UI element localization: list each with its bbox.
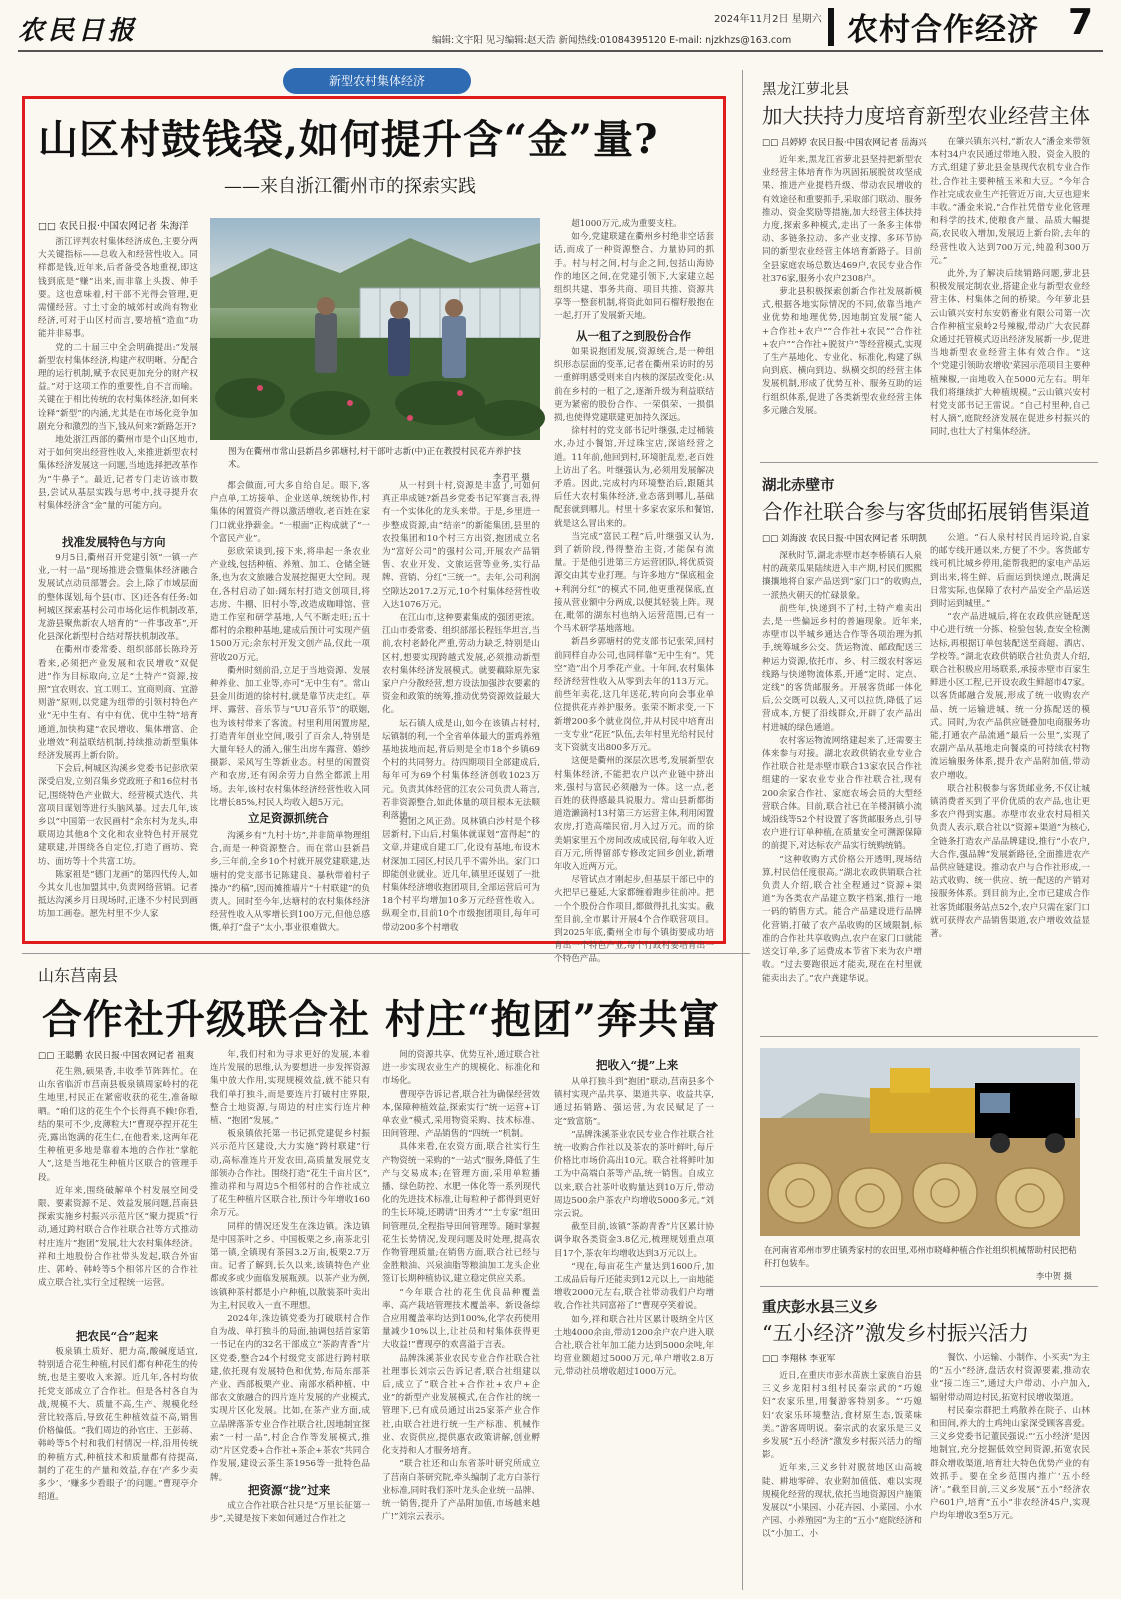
column-tag: 新型农村集体经济 [283,68,471,94]
paragraph: 徐村村的党支部书记叶继强,走过桶装水,办过小餐馆,开过珠宝店,深谙经营之道。11年前,他回到村,环境脏乱差,老百姓上访出了名。叶继强认为,必须用发展解决矛盾。因此,完成村内环境整治后,跟随其后任大农村集体经济,业态落到哪儿,基础配套就到哪儿。村里十多家农家乐和餐馆,就是这么冒出来的。 [554,426,714,529]
paragraph: 品牌洙溪茶业农民专业合作社联合社社理事长刘宗云告诉记者,联合社组建以后,成立了“联合社+合作社+农户+企业”的新型产业发展模式,在合作社的统一管理下,已有成员通过出25家茶产业合作社,由联合社进行统一生产标准、机械作业、农资供应,提供惠农政策讲解,创业孵化支持和人才服务培育。 [382,1353,540,1457]
paragraph: 近年来,黑龙江省萝北县坚持把新型农业经营主体培育作为巩固拓展脱贫攻坚成果、推进产业提档升级、带动农民增收的有效途径和重要抓手,采取部门联动、服务推动、资金奖励等措施,加大经营主体扶持力度,探索多种模式,走出了一条多主体带动、多链条拉动、多产业支撑、多环节协同的新型农业经营主体培育新路子。目前全县家庭农场总数达469户,农民专业合作社376家,服务小农户2308户。 [762,155,922,284]
paragraph: 从单打独斗到“抱团”联动,莒南县多个镇村实现产品共享、渠道共享、收益共享,通过拓销路、强运营,为农民赋足了一定“致富筋”。 [554,1077,714,1127]
hubei-col1 [762,550,922,1030]
chongqing-byline: □□ 李翔林 李亚军 [762,1354,836,1364]
paragraph: 都会做面,可大多自给自足。眼下,客户点单,工坊接单、企业送单,统统协作,村集体的闲置资产得以激活增收,老百姓在家门口就业挣薪金。“一根面”正构成就了“一个富民产业”。 [210,481,370,544]
paragraph: 间的资源共享、优势互补,通过联合社进一步实现农业生产的规模化、标准化和市场化。 [382,1050,540,1087]
editor-contacts: 编辑:文宇阳 见习编辑:赵天浩 新闻热线:01084395120 E-mail: njzkhzs@163.com [432,35,792,46]
paragraph: 年,我们村和为寻求更好的发展,本着连片发展的思维,认为要想进一步发挥资源集中放大作用,实现规模效益,就不能只有我们单打独斗,而是要连片打破村庄界限,整合土地资源,与周边的村庄实行连片种植、“抱团”发展。” [210,1050,370,1127]
hlj-divider [760,462,1098,463]
paragraph: 下会后,柯城区沟溪乡党委书记彭欣荣深受启发,立刻召集乡党政班子和16位村书记,围绕特色产业做大、经营模式迭代、共富项目谋划等进行头脑风暴。过去几年,该乡以“中国第一农民画村”余东村为龙头,串联周边其他8个文化和农业特色村开展党建联建,并围绕各自定位,打造了画坊、瓷坊、面坊等十个共富工坊。 [38,764,198,867]
paragraph: 此外,为了解决后续销路问题,萝北县积极发展定制农业,搭建企业与新型农业经营主体、村集体之间的桥梁。今年萝北县云山镇兴安村东安奶畜业有限公司第一次合作种植宝泉岭2号辣椒,带动广大农民群众通过托管模式迈出经济发展新一步,促进当地新型农业经营主体有效合作。“这个'党建引领助农增收'菜园示范项目主要种植辣椒,一亩地收入在5000元左右。明年我们将继续扩大种植规模。”云山镇兴安村村党支部书记王雷说。“自己村里种,自己村人摘”,庭院经济发展在促进乡村振兴的同时,也壮大了村集体经济。 [930,269,1090,438]
section-divider [828,8,834,46]
chongqing-top-rule [760,1286,1098,1287]
issue-date: 2024年11月2日 星期六 [714,14,822,25]
paragraph: 9月5日,衢州召开党建引领“一镇一产业,一村一品”现场推进会暨集体经济融合发展试点动员部署会。会上,除了市域层面的整体谋划,每个县(市、区)还各有任务:如柯城区探索基村公司市场化运作机制改革,龙游县聚焦新农人培育的“一件事改革”,开化县深化新型村合结对帮扶机制改革。 [38,553,198,643]
hay-bales-photo-illustration [760,1048,1080,1236]
paragraph: 尽管试点才刚起步,但基层干部已中的火把早已蔓延,大家都缠着跑步往前冲。把一个个股份合作项目,都做得扎扎实实。截至目前,全市累计开展4个合作联营项目。到2025年底,衢州全市每个镇街要成功培育出一个特色产业,每个行政村要培育出一个特色产品。 [554,875,714,965]
paragraph: 如今,祥和联合社片区累计吸纳全片区土地4000余亩,带动1200余户农户进入联合社,联合社年加工能力达到5000余吨,年均营业额超过5000万元,单户增收2.8万元,带动社员增收超过1000万元。 [554,1314,714,1378]
paragraph: 衢州时刻前沿,立足于当地资源、发展种养业、加工业等,亦可“无中生有”。常山县金川街道的徐村村,就是靠节庆走红。草坪、露营、音乐节与“UU音乐节”的联姻,也为该村带来了客流。村里利用闲置房屋,打造青年创业空间,吸引了百余人,特别是大量年轻人的涌入,催生出房车露营、婚纱摄影、采风写生等新业态。村里的闲置资产和农房,还有闲余劳力自然全都派上用场。去年,该村农村集体经济经营性收入同比增长85%,村民人均收入超5万元。 [210,665,370,808]
hlj-byline: □□ 吕婷婷 农民日报·中国农网记者 岳海兴 [762,138,927,148]
paragraph: 截至目前,该镇“茶韵青香”片区累计协调争取各类资金3.8亿元,梳理规划重点项目17个,茶农年均增收达到3万元以上。 [554,1222,714,1259]
shandong-col1-body: 板泉镇土质好、肥力高,酸碱度适宜,特别适合花生种植,村民们都有种花生的传统,也是主要收入来源。近几年,各村均依托党支部成立了合作社。但是各村各自为战,规模不大、质量不高,生产、规模化经营比较落后,导致花生种植效益不高,销售价格偏低。“我们周边的孙官庄、王彭蒋、韩岭等5个村和我们村情况一样,沿用传统的种植方式,种植技术和质量都有待提高,制约了花生的产量和效益,存在‘产多少卖多少’、‘赚多少看眼子’的问题。”曹现亭介绍道。 [38,1347,198,1503]
hubei-divider [760,1036,1098,1037]
harvest-caption-text: 在河南省邓州市罗庄镇秀家村的农田里,邓州市晓峰种植合作社组织机械帮助村民把秸秆打包装车。 [764,1245,1077,1268]
paragraph: 新昌乡郭塘村的党支部书记张荣,回村前同样自办公司,也同样靠“无中生有”。凭空“造”出个月季花产业。十年间,农村集体经济经营性收入从零到去年的113万元。前些年卖花,这几年送花,转向向会事业单位提供花卉养护服务。张荣不断求变,一下新增200多个就业岗位,并从村民中培育出一支专业“花匠”队伍,去年村里光给村民付支下资就支出800多万元。 [554,637,714,754]
hlj-col1 [762,154,922,454]
main-subhead-1: 找准发展特色与方向 [62,535,166,549]
hubei-byline: □□ 刘海波 农民日报·中国农网记者 乐明凯 [762,534,927,544]
main-subhead-4: 从一租了之到股份合作 [576,329,691,343]
paragraph: 曹现亭告诉记者,联合社为确保经营效本,保障种植效益,探索实行“统一运营+订单农业”模式,采用物资采购、技术标准、田间管理、产品销售的“四统一”机制。 [382,1089,540,1140]
shandong-kicker: 山东莒南县 [38,966,119,985]
paragraph: 联合社积极参与客货邮业务,不仅让城镇消费者买到了平价优质的农产品,也让更多农户得到实惠。赤壁市农业农村局相关负责人表示,联合社以“资源+渠道”为核心,全链条打造农产品品牌建设,推行“小农户,大合作,强品牌”发展新路径,全面推进农产品供应链建设。推动农户与合作社形成,一站式收购、统一供应、统一配送的产销对接服务体系。到目前为止,全市已建成合作社客货邮服务站点52个,农户只需在家门口就可获得农产品销售渠道,农户增收效益显著。 [930,783,1090,940]
paragraph: 当完成“富民工程”后,叶继强又认为,到了新阶段,得得整治主资,才能保有流量。于是他引进第三方运营团队,将优质资源交由其专业打理。与许多地方“保底租金+利润分红”的模式不同,他更重视保底,直接从营业额中分两成,以便其轻装上阵。现在,毗邻的湖东村也纳入运营范围,已有一个马术研学基地落地。 [554,531,714,635]
masthead [0,0,1121,52]
chongqing-headline: “五小经济”激发乡村振兴活力 [762,1321,1029,1345]
main-col4-body [554,218,714,322]
chongqing-kicker: 重庆彭水县三义乡 [762,1299,878,1316]
hlj-headline: 加大扶持力度培育新型农业经营主体 [762,104,1090,128]
main-col4-body2 [554,346,714,965]
main-photo [210,218,540,440]
paragraph: 在肇兴镇东兴村,“新农人”潘金来带领本村34户农民通过带地入股、资金入股的方式,组建了萝北县金垦现代农机专业合作社,合作社主要种植玉米和大豆。“今年合作社完成农业生产托管近万亩,大豆也迎来丰收。”潘金来说,“合作社凭借专业化管理和科学的技术,使粮食产量、品质大幅提高,农民收入增加,发展迈上新台阶,去年的经营性收入达到700万元,纯盈利300万元。” [930,137,1090,266]
greenhouse-photo-illustration [210,218,540,440]
paragraph: 餐饮、小运输、小制作、小买卖”为主的“五小”经济,盘活农村资源要素,推动农业“接二连三”,通过大户带动、小户加入,辐射带动周边村民,拓宽村民增收渠道。 [930,1353,1090,1403]
paragraph: “联合社还和山东省茶叶研究所成立了莒南白茶研究院,牵头编制了北方白茶行业标准,同时我们茶叶龙头企业统一品牌、统一销售,提升了产品附加值,市场越来越广!”刘宗云表示。 [382,1459,540,1523]
paragraph: “品牌洙溪茶业农民专业合作社联合社统一收购合作社以及茶农的茶叶鲜叶,每斤价格比市场价高出10元。联合社将鲜叶加工为中高端白茶等产品,统一销售。自成立以来,联合社茶叶收购量达到10万斤,带动周边500余户茶农户均增收5000多元。”刘宗云说。 [554,1129,714,1220]
shandong-subhead-1: 把农民“合”起来 [76,1329,159,1343]
paragraph: 近年来,三义乡针对脱贫地区山高坡陡、耕地零碎、农业附加值低、难以实现规模化经营的现状,依托当地资源因户施策发展以“小果园、小花卉园、小菜园、小水产园、小养殖园”为主的“五小”庭院经济和以“小加工、小 [762,1463,922,1540]
chongqing-col2 [930,1352,1090,1584]
paragraph: 在衢州市委常委、组织部部长陈玲芳看来,必须把产业发展和农民增收“双促进”作为目标取向,立足“土特产”资源,按照“宜农则农、宜工则工、宜商则商、宜游则游”原则,以党建为纽带的引领村特色产业“无中生有、有中有优、优中生特”培育通道,加快构建“农民增收、集体增富、企业增效”利益联结机制,持续推动新型集体经济发展再上新台阶。 [38,645,198,762]
section-title: 农村合作经济 [847,12,1039,48]
shandong-col2 [210,1049,370,1483]
paragraph: 超1000万元,成为重要支柱。 [571,219,682,229]
hlj-col2 [930,136,1090,454]
paragraph: 板泉镇依托第一书记抓党建促乡村振兴示范片区建设,大力实施“跨村联建”行动,高标准连片开发农田,高质量发展党支部领办合作社。围绕打造“花生千亩片区”,推动祥和与周边5个相邻村的合作社成立了花生种植片区联合社,预计今年增收160余万元。 [210,1129,370,1219]
paragraph: 陈家祖是“德门龙画”的第四代传人,如今其女儿也加盟其中,负责网络营销。记者抵达沟溪乡月日现场时,正逢不少村民到画坊加工画卷。愿先村里不少人家 [38,869,198,920]
main-col2-body2: 沟溪乡有“九村十坊”,并非简单物理组合,而是一种资源整合。而在常山县新昌乡,三年前,全乡10个村就开展党建联建,达塘村的党支部书记陈建良、暴秋带着村子操办“约稿”,因而摊推墙片“十村联建”的负责人。回时至今年,达塘村的农村集体经济经营性收入从零增长到100万元,但他总感慨,单打“盘子”太小,事业很难做大。 [210,831,370,934]
main-headline: 山区村鼓钱袋,如何提升含“金”量? [38,116,659,163]
column-rule [742,70,743,1590]
hubei-headline: 合作社联合参与客货邮拓展销售渠道 [762,500,1090,524]
paragraph: 坛石镇人成是山,如今在该镇占村村,坛镇制的利,一个全省单体最大的蛋鸡养殖基地拔地而起,背后则是全市18个乡镇69个村的共同努力。待四期项目全部建成后,每年可为69个村集体经济创收1023万元。负责其体经营的江农公司负责人蒋言,若非资源整合,如此体量的项目根本无法顺利落地。 [382,718,540,822]
main-col1-body [38,552,198,934]
photo-credit: 李君平 摄 [492,473,530,483]
hlj-kicker: 黑龙江萝北县 [762,82,849,98]
main-subheadline: ——来自浙江衢州市的探索实践 [224,176,476,197]
paragraph: “现在,每亩花生产量达到1600斤,加工成品后每斤还能卖到12元以上,一亩地能增收2000元左右,联合社带动我们户均增收,合作社共同富裕了!”曹现亭笑着说。 [554,1261,714,1312]
paragraph: 深秋时节,湖北赤壁市赵李桥镇石人泉村的蔬菜瓜果陆续进入丰产期,村民们熙熙攘攘地将自家产品送到“家门口”的收购点,一派热火朝天的忙碌景象。 [762,551,922,601]
paragraph: 彭欣荣谈到,接下来,将串起一条农业产业线,包括种植、养殖、加工、仓储全链条,也为农文旅融合发展挖掘更大空间。现在,各村启动了如:阔东村打造文创项目,将志房、牛棚、旧村小等,改造成咖啡馆、营造工作室和研学基地,人气不断走旺;五十都村的余粮种基地,建成后预计可实现产值1500万元;余东村开发文创产品,仅此一项营收20万元。 [210,547,370,663]
masthead-rule [18,50,1103,52]
paragraph: 具体来看,在农资方面,联合社实行生产物资统一采购的“一站式”服务,降低了生产与交易成本;在管理方面,采用单粒播播、绿色防控、水肥一体化等一系列现代化的先进技术标准,让每粒种子都得到更好的生长环境,还聘请“田秀才”“土专家”组田间管理员,全程指导田间管理等。随时掌握花生长势情况,发现问题及时处理,提高农作物管理质量;在销售方面,联合社已经与金胜粮油、兴泉油脂等粮油加工龙头企业签订长期种植协议,建立稳定供应关系。 [382,1142,540,1285]
paragraph: 农村客运物流网络建起来了,还需要主体来参与对接。湖北农政供销农业专业合作社联合社是赤壁市联合13家农民合作社组建的一家农业专业合作社联合社,现有200余家合作社、家庭农场会员的大型经营联合体。目前,联合社已在羊楼洞镇小流域沿线等52个村设置了客货邮服务点,引导农户进行订单种植,在质量安全可溯源保障的前提下,对达标农产品实行统购统销。 [762,735,922,852]
paragraph: 2024年,洙边镇党委为打破联村合作自为战、单打独斗的局面,抽调包括首家第一书记在内的32名干部成立“茶韵青香”片区党委,整合24个村级党支部进行跨村联建,依托现有发展特色和优势,布局东部茶产业、西部板栗产业、南部水稻种植、中部农文旅融合的四片连片发展的产业模式,实现片区化发展。比如,在茶产业方面,成立品牌落茶专业合作社联合社,因地制宜探索“一村一品”,村企合作等发展模式,推动“片区党委+合作社+茶企+茶农”共同合作发展,建设云茶生茶1956等一批特色品牌。 [210,1314,370,1483]
chongqing-col1 [762,1370,922,1584]
paragraph: 萝北县积极探索创新合作社发展新模式,根据各地实际情况的不同,依靠当地产业优势和地理优势,因地制宜发展“能人+合作社+农户”“合作社+农民”“合作社+农户”“合作社+脱贫户”等经营模式,实现了生产基地化、专业化、标准化,构建了纵向到底、横向到边、纵横交织的经营主体发展机制,形成了优势互补、服务互助的运行组织体系,促进了各类新型农业经营主体多元融合发展。 [762,287,922,416]
shandong-top-rule [22,953,750,954]
paragraph: 这便是衢州的深层次思考,发展新型农村集体经济,不能把农户以产业链中挤出来,强村与富民必须融为一体。这一点,老百姓的获得感最具说服力。常山县新都街道造濑滴村13村第三方运营主体,利用闲置农房,打造高端民宿,月入过万元。而的徐美娟家里五个房间改成成民宿,每年收入近百万元,所得留部专修改定回乡创业,新增年收入近两万元。 [554,756,714,872]
harvest-photo [760,1048,1080,1236]
shandong-col2-body: 成立合作社联合社只是“万里长征第一步”,关键是按下来如何通过合作社之 [210,1501,370,1525]
harvest-photo-credit: 李中贺 摄 [1035,1271,1072,1281]
paragraph: 在江山市,这种要素集成的强团更浓。江山市委常委、组织部部长程钰华坦言,当前,农村老龄化严重,劳动力缺乏,特别是山区村,想要实现跨越式发展,必须推动新型农村集体经济发展模式。就要藕除原先家家户户分散经营,想方设法加强涉农要素的资金和政策的统筹,推动优势资源效益最大化。 [382,613,540,716]
paragraph: 地处浙江西部的衢州市是个山区地市,对于如何突出经营性收入,来推进新型农村集体经济发展这一问题,当地选择把改革作为“牛鼻子”。最近,记者专门走访该市数县,尝试从基层实践与思考中,找寻提升农村集体经济含“金”量的可能方向。 [38,435,198,512]
paragraph: “这种收购方式价格公开透明,现场结算,村民信任度很高。”湖北农政供销联合社负责人介绍,联合社全程通过“资源+渠道”为各类农产品建立数字档案,推行一地一码的销售方式。能合产品建设进行品牌化营销,打破了农产品收购的区域限制,标准的合作社共享收购点,农户在家门口就能送交订单,多了运费成本节省下来为农户增收。“过去要跑很远才能卖,现在在村里就能卖出去了。”农户龚建华说。 [762,854,922,984]
main-col2-body [210,480,370,808]
paragraph: 如今,党建联建在衢州乡村绝非空话套话,而成了一种资源整合、力量协同的抓手。村与村之间,村与企之间,包括山海协作的地区之间,在党建引领下,大家建立起组织共建、事务共商、项目共推、资源共享等一整套机制,将资此如同石榴籽般抱在一起,打开了发展新天地。 [554,232,714,322]
main-col1-intro [38,236,198,526]
paragraph: 近年来,围绕破解单个村发展空间受限、要素资源不足、效益发展问题,莒南县探索实施乡村振兴示范片区“聚力提质”行动,通过跨村联合合作社联合社等方式推动村庄连片“抱团”发展,壮大农村集体经济。祥和土地股份合作社带头发起,联合外宙庄、郭岭、韩岭等5个相邻片区的合作社成立联合社,实行全过程统一运营。 [38,1185,198,1289]
paragraph: “今年联合社的花生优良品种覆盖率、高产栽培管理技术覆盖率、新设备综合应用覆盖率均达到100%,化学农药使用量减少10%以上,让社员和村集体获得更大收益!”曹现亭的欢喜溢于言表。 [382,1287,540,1351]
shandong-subhead-2: 把资源“拢”过来 [248,1483,331,1497]
paragraph: 村民秦宗群把土鸡散养在院子、山林和田间,养大的土鸡纯山家深受顾客喜爱。三义乡党委书记董民强说:“‘五小经济’是因地制宜,充分挖掘低效空间资源,拓宽农民群众增收渠道,培育壮大特色优势产业的有效抓手。要在全乡范围内推广‘五小经济’。”截至目前,三义乡发展“五小”经济农户601户,培育“五小”非农经济45户,实现户均年增收3至5万元。 [930,1405,1090,1522]
shandong-col4 [554,1076,714,1586]
paragraph: 近日,在重庆市彭水苗族土家族自治县三义乡龙阳村3组村民秦宗武的“巧媳妇”农家乐里,用餐游客特别多。“‘巧媳妇’农家乐环境整洁,食材原生态,饭菜味美。”游客周明说。秦宗武的农家乐是三义乡发展“五小经济”激发乡村振兴活力的缩影。 [762,1371,922,1461]
paragraph: 花生熟,硕果香,丰收季节阵阵忙。在山东省临沂市莒南县板泉镇周家岭村的花生地里,村民正在紧密收获的花生,准备晾晒。“咱们这的花生个个长得真不赖!你看,结的果可不少,皮薄粒大!”曹现亭捏开花生壳,露出饱满的花生仁,在他看来,这两年花生种植更多地是靠着本地的合作社“掌舵人”,这是当地花生种植片区联合的管理手段。 [38,1067,198,1183]
shandong-col1 [38,1066,198,1322]
hubei-col2 [930,532,1090,1030]
paragraph: 前些年,快递到不了村,土特产难卖出去,是一些偏远乡村的普遍现象。近年来,赤壁市以半城乡通达合作等各项治理为抓手,统筹城乡公交、货运物流、邮政配送三种运力资源,依托市、乡、村三级农村客运线路与快递物流体系,开通“定时、定点、定线”的客货邮服务。开展客货邮一体化后,公交既可以载人,又可以拉货,降低了运营成本,方便了沿线群众,开辟了农产品出村进城的绿色通道。 [762,603,922,733]
paragraph: 公道。“石人泉村村民肖运玲说,自家的邮专线开通以来,方便了不少。客货邮专线可机比城乡停用,能帮我把的家电产品运到出来,将生鲜、后面运到快递点,既满足日常实际,也保障了农村产品安全产品运送到时运到城里。” [930,533,1090,610]
main-subhead-2: 立足资源抓统合 [248,811,329,825]
shandong-col3 [382,1049,540,1586]
paragraph: 同样的情况还发生在洙边镇。洙边镇是中国茶叶之乡、中国板栗之乡,南茶北引第一镇,全镇现有茶园3.2万亩,板栗2.7万亩。记者了解到,长久以来,该镇特色产业都或多或少面临发展瓶颈。以茶产业为例,该镇种茶村都是小户种植,以散装茶叶卖出为主,村民收入一直不理想。 [210,1221,370,1311]
newspaper-logo: 农民日报 [18,16,139,46]
main-byline: □□ 农民日报·中国农网记者 朱海洋 [38,221,189,232]
photo-caption-text: 图为在衢州市常山县新昌乡郭塘村,村干部叶志新(中)正在教授村民花卉养护技术。 [228,447,522,470]
paragraph: 浙江评判农村集体经济成色,主要分两大关键指标——总收入和经营性收入。同样都是钱,近年来,后者备受各地重视,即这钱到底是“赚”出来,而非靠上头拨、伸手要。这也意味着,村干部不光得会管理,更需懂经营。寸土寸金的城郊村或尚有物业经济,可对于山区村而言,要培植“造血”功能并非易事。 [38,237,198,340]
paragraph: 党的二十届三中全会明确提出:“发展新型农村集体经济,构建产权明晰、分配合理的运行机制,赋予农民更加充分的财产权益。”对于这项工作的重要性,自不言而喻。关键在于相比传统的农村集体经济,如何来诠释“新型”的内涵,尤其是在市场化竞争加剧充分和激烈的当下,钱从何来?新路怎开? [38,342,198,432]
shandong-byline: □□ 王聪鹏 农民日报·中国农网记者 祖爽 [38,1051,195,1061]
shandong-subhead-3: 把收入“提”上来 [596,1058,679,1072]
shandong-headline: 合作社升级联合社 村庄“抱团”奔共富 [42,996,720,1043]
main-col3-body [382,480,540,822]
harvest-photo-caption [764,1244,1080,1283]
main-col3-body2: 抱团之风正劲。凤林镇白沙村是个移居新村,下山后,村集体就谋划“富得起”的文章,并建成自建工厂,化设有基地,布设木材深加工园区,村民几乎不需外出。家门口即能创业就业。近几年,镇里还谋划了一批村集体经济增收抱团项目,全部运营后可为18个村平均增加10多万元经营性收入。纵观全市,目前10个市级抱团项目,每年可带动200多个村增收 [382,817,540,933]
page-number: 7 [1068,2,1094,43]
hubei-kicker: 湖北赤壁市 [762,477,835,494]
paragraph: 从一村到十村,资源是丰富了,可如何真正串成链?新昌乡党委书记军赛言表,得有一个实体化的龙头来带。于是,乡里进一步整成资源,由“结亲”的新能集团,县里的农投集团和10个村三方出资,抱团成立名为“富好公司”的强村公司,开展农产品销售、农业开发、文旅运营等业务,实行品牌、营销、分红“三统一”。去年,公司利润空隙达2017.2万元,10个村集体经营性收入达1076万元。 [382,481,540,610]
paragraph: 如果说抱团发展,资源统合,是一种组织形态层面的变革,记者在衢州采访时的另一重鲜明感受则来自内核的深层改变化:从前在乡村的一租了之,逐渐升级为利益联结更为紧密的股份合作、一荣俱荣、一损俱损,也使得党建联建更加持久深远。 [554,347,714,424]
paragraph: “农产品进城后,将在农政供应链配送中心进行统一分拣、检验包装,查安全检测达标,再根据订单包装配送至商超、酒店、学校等。”湖北农政供销联合社负责人介绍,联合社积极应用场联系,承接赤壁市百家生鲜进小区工程,已开设农政生鲜超市47家。以客货邮融合发展,形成了统一收购农产品、统一运输进城、统一分拣配送的模式。同时,为农产品供应链叠加电商服务功能,打通农产品流通“最后一公里”,实现了农副产品从基地走向餐桌的可持续农村物流运输服务体系,提升农产品附加值,带动农户增收。 [930,612,1090,781]
